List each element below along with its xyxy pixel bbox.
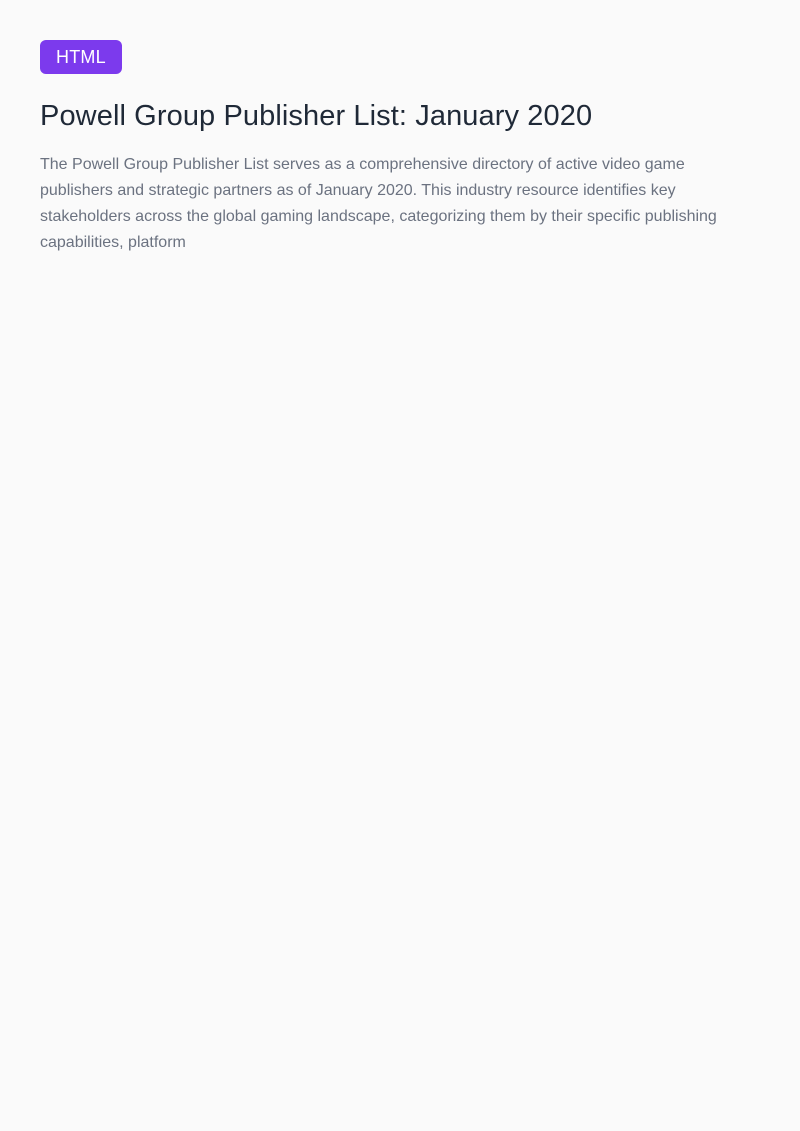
document-description: The Powell Group Publisher List serves as a comprehensive directory of active video game publishers and strategic partners as of January 2020. This industry resource identifies key stakeholders across the global gaming landscape, categorizing them by their specific publishing capabilities, platform xyxy=(40,156,717,251)
page-title: Powell Group Publisher List: January 2020 xyxy=(40,100,593,132)
format-badge: HTML xyxy=(40,40,122,74)
